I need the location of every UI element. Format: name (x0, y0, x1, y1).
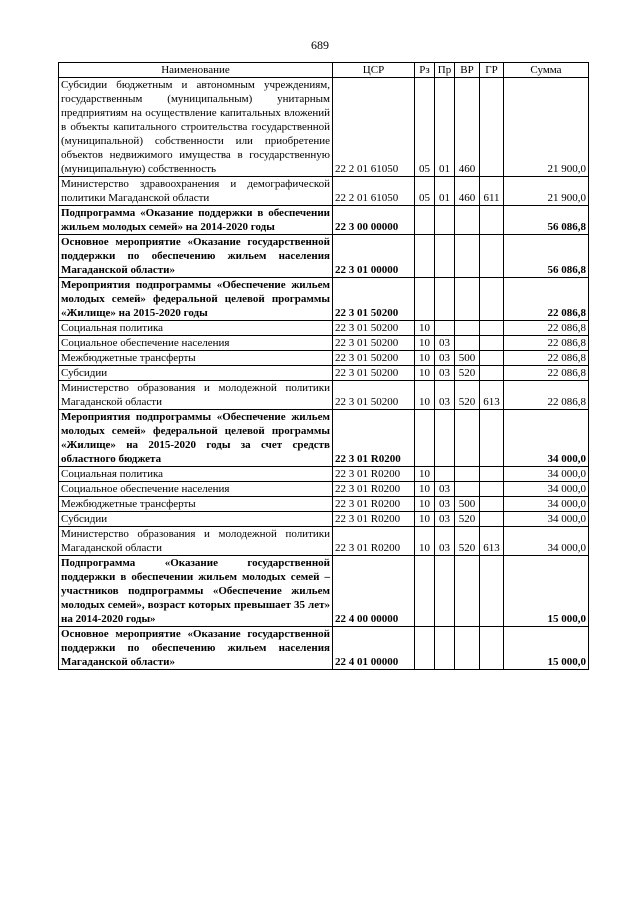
header-pr: Пр (435, 63, 455, 78)
header-gr: ГР (480, 63, 504, 78)
row-rz-cell: 10 (415, 482, 435, 497)
row-name-cell: Основное мероприятие «Оказание государственной поддержки по обеспечению жильем населения Магаданской области» (59, 235, 333, 278)
header-row (59, 63, 589, 78)
row-gr-cell (480, 627, 504, 670)
row-vr-cell (455, 235, 480, 278)
row-sum-cell: 21 900,0 (504, 78, 589, 177)
row-csr-cell: 22 3 01 R0200 (333, 527, 415, 556)
row-vr-cell: 500 (455, 497, 480, 512)
row-csr-cell: 22 2 01 61050 (333, 177, 415, 206)
table-row (59, 467, 589, 482)
row-vr-cell: 460 (455, 78, 480, 177)
row-pr-cell (435, 235, 455, 278)
row-sum-cell: 22 086,8 (504, 351, 589, 366)
row-gr-cell (480, 556, 504, 627)
row-pr-cell: 03 (435, 381, 455, 410)
row-sum-cell: 22 086,8 (504, 321, 589, 336)
row-name-cell: Основное мероприятие «Оказание государственной поддержки по обеспечению жильем населения Магаданской области» (59, 627, 333, 670)
row-rz-cell (415, 556, 435, 627)
header-vr: ВР (455, 63, 480, 78)
row-pr-cell (435, 556, 455, 627)
row-pr-cell (435, 321, 455, 336)
row-csr-cell: 22 3 01 R0200 (333, 467, 415, 482)
table-row (59, 336, 589, 351)
row-sum-cell: 15 000,0 (504, 627, 589, 670)
row-gr-cell (480, 467, 504, 482)
row-sum-cell: 22 086,8 (504, 381, 589, 410)
row-csr-cell: 22 3 01 50200 (333, 278, 415, 321)
row-rz-cell: 10 (415, 527, 435, 556)
row-csr-cell: 22 3 01 50200 (333, 351, 415, 366)
row-gr-cell (480, 235, 504, 278)
header-sum: Сумма (504, 63, 589, 78)
row-name-cell: Министерство здравоохранения и демографической политики Магаданской области (59, 177, 333, 206)
header-rz: Рз (415, 63, 435, 78)
table-row (59, 556, 589, 627)
row-pr-cell: 03 (435, 482, 455, 497)
row-sum-cell: 22 086,8 (504, 336, 589, 351)
budget-table (58, 62, 589, 670)
row-rz-cell: 10 (415, 366, 435, 381)
row-pr-cell: 03 (435, 497, 455, 512)
row-vr-cell (455, 206, 480, 235)
row-vr-cell (455, 467, 480, 482)
row-csr-cell: 22 3 00 00000 (333, 206, 415, 235)
row-rz-cell: 10 (415, 381, 435, 410)
row-vr-cell (455, 336, 480, 351)
row-gr-cell (480, 321, 504, 336)
row-rz-cell (415, 235, 435, 278)
row-name-cell: Межбюджетные трансферты (59, 497, 333, 512)
row-csr-cell: 22 3 01 R0200 (333, 497, 415, 512)
row-vr-cell (455, 482, 480, 497)
row-sum-cell: 22 086,8 (504, 278, 589, 321)
row-name-cell: Министерство образования и молодежной политики Магаданской области (59, 527, 333, 556)
row-rz-cell: 05 (415, 177, 435, 206)
row-csr-cell: 22 4 00 00000 (333, 556, 415, 627)
table-row (59, 512, 589, 527)
row-rz-cell: 10 (415, 497, 435, 512)
header-csr: ЦСР (333, 63, 415, 78)
row-pr-cell (435, 467, 455, 482)
row-rz-cell: 10 (415, 512, 435, 527)
row-gr-cell (480, 78, 504, 177)
row-rz-cell: 10 (415, 351, 435, 366)
table-row (59, 627, 589, 670)
row-rz-cell: 10 (415, 336, 435, 351)
row-pr-cell: 03 (435, 366, 455, 381)
row-name-cell: Социальное обеспечение населения (59, 482, 333, 497)
row-gr-cell (480, 351, 504, 366)
row-sum-cell: 21 900,0 (504, 177, 589, 206)
row-vr-cell: 520 (455, 366, 480, 381)
row-sum-cell: 34 000,0 (504, 512, 589, 527)
header-name: Наименование (59, 63, 333, 78)
row-pr-cell (435, 206, 455, 235)
row-vr-cell: 520 (455, 512, 480, 527)
row-sum-cell: 56 086,8 (504, 235, 589, 278)
row-gr-cell (480, 410, 504, 467)
row-rz-cell: 05 (415, 78, 435, 177)
row-pr-cell: 01 (435, 177, 455, 206)
row-sum-cell: 15 000,0 (504, 556, 589, 627)
row-csr-cell: 22 3 01 R0200 (333, 482, 415, 497)
row-sum-cell: 34 000,0 (504, 497, 589, 512)
row-pr-cell (435, 278, 455, 321)
table-row (59, 527, 589, 556)
row-name-cell: Субсидии (59, 512, 333, 527)
row-vr-cell (455, 410, 480, 467)
table-row (59, 366, 589, 381)
row-sum-cell: 56 086,8 (504, 206, 589, 235)
row-name-cell: Межбюджетные трансферты (59, 351, 333, 366)
row-pr-cell (435, 627, 455, 670)
row-name-cell: Министерство образования и молодежной политики Магаданской области (59, 381, 333, 410)
row-name-cell: Мероприятия подпрограммы «Обеспечение жильем молодых семей» федеральной целевой программы «Жилище» на 2015-2020 годы (59, 278, 333, 321)
row-sum-cell: 34 000,0 (504, 410, 589, 467)
table-row (59, 235, 589, 278)
row-name-cell: Подпрограмма «Оказание государственной поддержки в обеспечении жильем молодых семей – участников подпрограммы «Обеспечение жильем молодых семей», возраст которых превышает 35 лет» на 2014-2020 годы» (59, 556, 333, 627)
table-row (59, 206, 589, 235)
row-pr-cell: 03 (435, 512, 455, 527)
row-name-cell: Подпрограмма «Оказание поддержки в обеспечении жильем молодых семей» на 2014-2020 годы (59, 206, 333, 235)
table-row (59, 177, 589, 206)
row-vr-cell: 520 (455, 381, 480, 410)
row-name-cell: Мероприятия подпрограммы «Обеспечение жильем молодых семей» федеральной целевой программы «Жилище» на 2015-2020 годы за счет средств областного бюджета (59, 410, 333, 467)
row-gr-cell (480, 336, 504, 351)
row-name-cell: Социальное обеспечение населения (59, 336, 333, 351)
row-vr-cell (455, 278, 480, 321)
row-gr-cell (480, 206, 504, 235)
row-gr-cell: 611 (480, 177, 504, 206)
row-rz-cell: 10 (415, 467, 435, 482)
row-pr-cell: 03 (435, 336, 455, 351)
row-csr-cell: 22 3 01 50200 (333, 366, 415, 381)
row-gr-cell: 613 (480, 381, 504, 410)
row-csr-cell: 22 4 01 00000 (333, 627, 415, 670)
row-vr-cell (455, 321, 480, 336)
row-rz-cell (415, 206, 435, 235)
row-name-cell: Субсидии бюджетным и автономным учреждениям, государственным (муниципальным) унитарным предприятиям на осуществление капитальных вложений в объекты капитального строительства государственной (муниципальной) собственности или приобретение объектов недвижимого имущества в государственную (муниципальную) собственность (59, 78, 333, 177)
row-csr-cell: 22 3 01 00000 (333, 235, 415, 278)
row-gr-cell (480, 278, 504, 321)
row-vr-cell (455, 556, 480, 627)
row-sum-cell: 22 086,8 (504, 366, 589, 381)
table-row (59, 482, 589, 497)
row-csr-cell: 22 3 01 R0200 (333, 512, 415, 527)
row-sum-cell: 34 000,0 (504, 527, 589, 556)
row-gr-cell: 613 (480, 527, 504, 556)
table-row (59, 497, 589, 512)
row-csr-cell: 22 2 01 61050 (333, 78, 415, 177)
row-name-cell: Субсидии (59, 366, 333, 381)
row-vr-cell: 500 (455, 351, 480, 366)
row-sum-cell: 34 000,0 (504, 482, 589, 497)
row-csr-cell: 22 3 01 50200 (333, 381, 415, 410)
table-row (59, 278, 589, 321)
row-rz-cell (415, 627, 435, 670)
table-row (59, 381, 589, 410)
row-vr-cell: 520 (455, 527, 480, 556)
table-row (59, 410, 589, 467)
row-pr-cell (435, 410, 455, 467)
table-row (59, 351, 589, 366)
row-name-cell: Социальная политика (59, 321, 333, 336)
row-csr-cell: 22 3 01 50200 (333, 321, 415, 336)
row-csr-cell: 22 3 01 50200 (333, 336, 415, 351)
row-rz-cell (415, 278, 435, 321)
row-rz-cell: 10 (415, 321, 435, 336)
row-gr-cell (480, 482, 504, 497)
row-pr-cell: 03 (435, 527, 455, 556)
row-rz-cell (415, 410, 435, 467)
page-number: 689 (311, 38, 329, 52)
row-gr-cell (480, 497, 504, 512)
row-gr-cell (480, 366, 504, 381)
row-vr-cell (455, 627, 480, 670)
table-row (59, 321, 589, 336)
row-vr-cell: 460 (455, 177, 480, 206)
row-pr-cell: 03 (435, 351, 455, 366)
row-csr-cell: 22 3 01 R0200 (333, 410, 415, 467)
row-pr-cell: 01 (435, 78, 455, 177)
row-name-cell: Социальная политика (59, 467, 333, 482)
row-gr-cell (480, 512, 504, 527)
table-row (59, 78, 589, 177)
row-sum-cell: 34 000,0 (504, 467, 589, 482)
